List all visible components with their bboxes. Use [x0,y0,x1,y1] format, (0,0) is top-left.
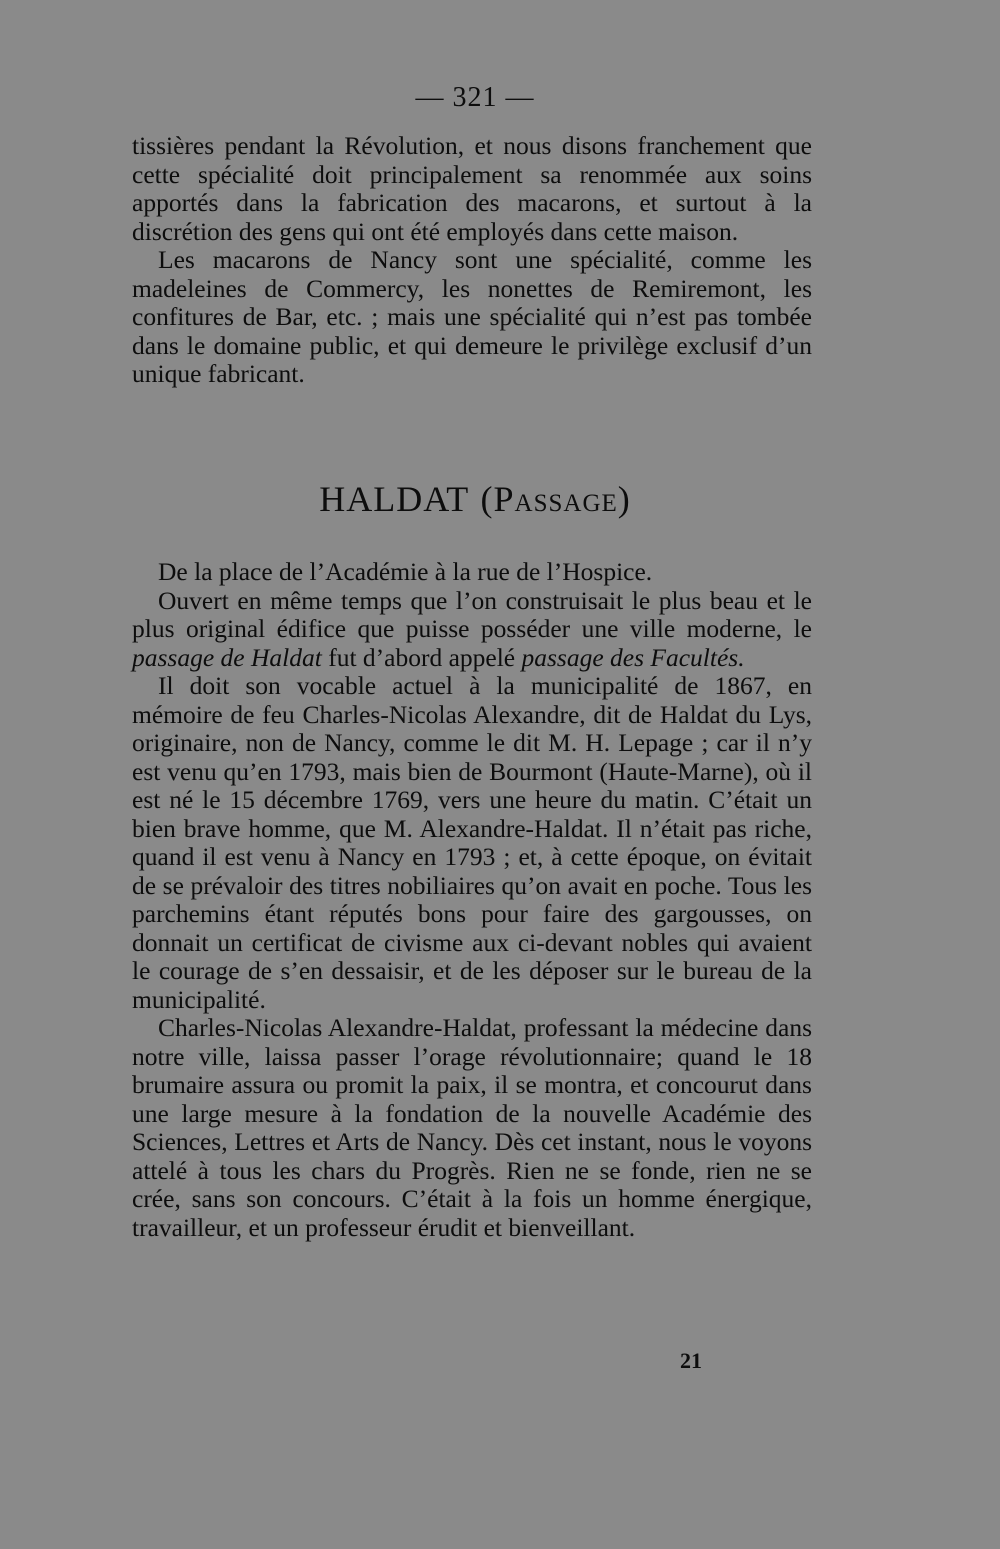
section-title [0,478,950,520]
section-title-end: ) [617,479,631,519]
continued-text-block [132,132,812,389]
italic-text: passage des Facultés. [521,642,745,672]
paragraph-location: De la place de l’Académie à la rue de l’Hospice. [158,557,653,586]
printer-signature-mark: 21 [680,1348,702,1373]
paragraph: Il doit son vocable actuel à la municipalité de 1867, en mémoire de feu Charles-Nicolas Alexandre, dit de Haldat du Lys, originaire, non de Nancy, comme le dit M. H. Lepage ; car il n’y est venu qu’en 1793, mais bien de Bourmont (Haute-Marne), où il est né le 15 décembre 1769, vers une heure du matin. C’était un bien brave homme, que M. Alexandre-Haldat. Il n’était pas riche, quand il est venu à Nancy en 1793 ; et, à cette époque, on évitait de se prévaloir des titres nobiliaires qu’on avait en poche. Tous les parchemins étant réputés bons pour faire des gargousses, on donnait un certificat de civisme aux ci-devant nobles qui avaient le courage de s’en dessaisir, et de les déposer sur le bureau de la municipalité. [132,671,812,1014]
text-run: Ouvert en même temps que l’on construisait le plus beau et le plus original édifice que puisse posséder une ville moderne, le [132,585,812,643]
paragraph: Les macarons de Nancy sont une spécialité, comme les madeleines de Commercy, les nonettes de Remiremont, les confitures de Bar, etc. ; mais une spécialité qui n’est pas tombée dans le domaine public, et qui demeure le privilège exclusif d’un unique fabricant. [132,245,812,388]
section-title-main: HALDAT ( [319,479,494,519]
section-text-block [132,558,812,1242]
text-run: fut d’abord appelé [321,642,522,672]
section-title-smallcaps: Passage [493,479,618,519]
paragraph: tissières pendant la Révolution, et nous disons franchement que cette spécialité doit principalement sa renommée aux soins apportés dans la fabrication des macarons, et surtout à la discrétion des gens qui ont été employés dans cette maison. [132,131,812,246]
paragraph: Charles-Nicolas Alexandre-Haldat, professant la médecine dans notre ville, laissa passer l’orage révolutionnaire; quand le 18 brumaire assura ou promit la paix, il se montra, et concourut dans une large mesure à la fondation de la nouvelle Académie des Sciences, Lettres et Arts de Nancy. Dès cet instant, nous le voyons attelé à tous les chars du Progrès. Rien ne se fonde, rien ne se crée, sans son concours. C’était à la fois un homme énergique, travailleur, et un professeur érudit et bienveillant. [132,1013,812,1242]
paragraph [132,587,812,673]
italic-text: passage de Haldat [132,642,322,672]
page-number: — 321 — [415,82,535,113]
